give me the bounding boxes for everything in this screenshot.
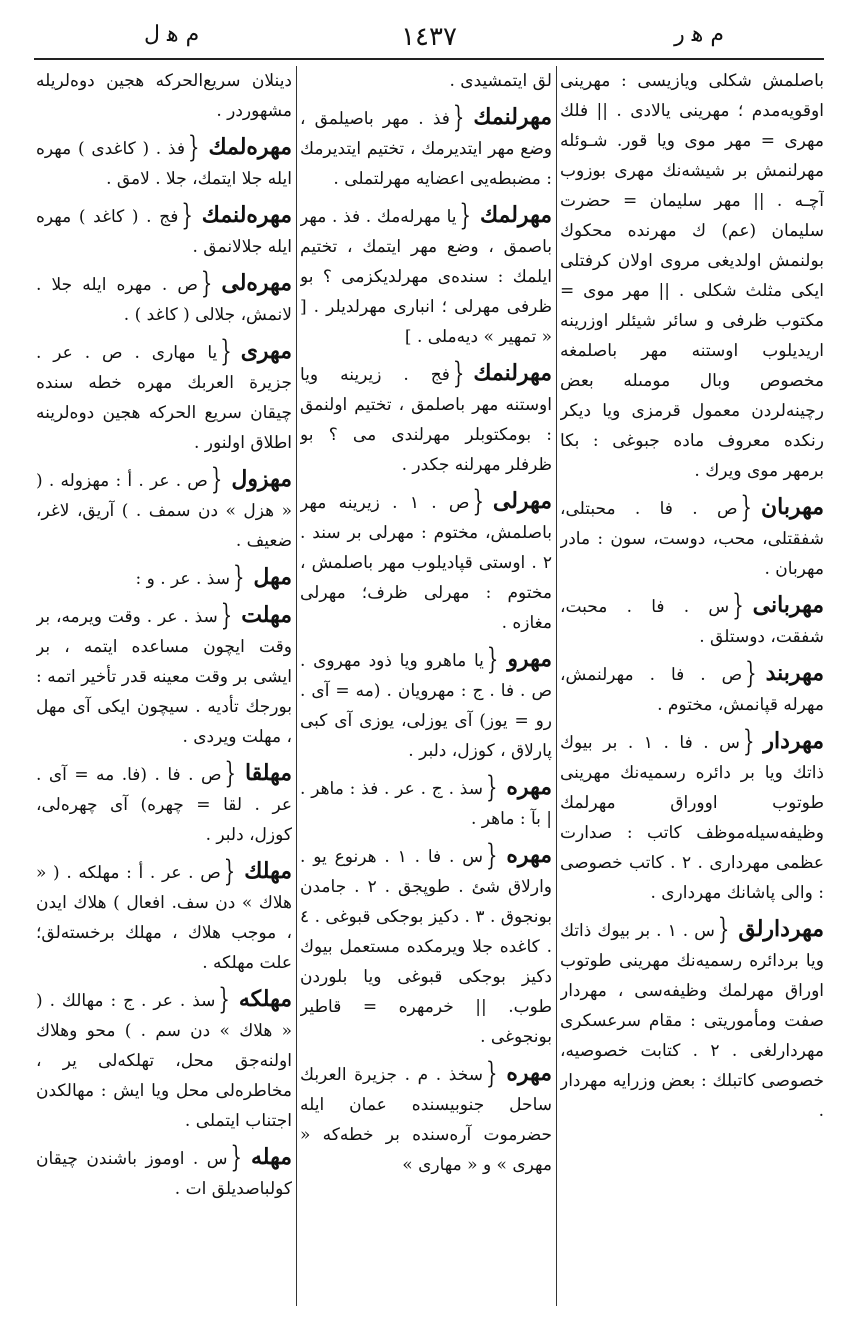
entry-headword: مهلك bbox=[244, 858, 292, 884]
entry-text: س . فا . ١ . بر بيوك ذاتك ويا بر دائره رسميه‌نك مهرينى طوتوب اووراق مهرلمك وظيفه‌سيله‌موظف كاتب : صدارت عظمى مهردارى . ٢ . كاتب خصوصى : والى پاشانك مهردارى . bbox=[560, 733, 824, 903]
page-number: ١٤٣٧ bbox=[401, 22, 457, 52]
brace-icon: { bbox=[485, 1057, 498, 1091]
dictionary-entry bbox=[560, 492, 824, 584]
column-divider bbox=[296, 66, 297, 1306]
brace-icon: { bbox=[452, 101, 465, 135]
entry-headword: مهزول bbox=[231, 466, 292, 492]
entry-text: س . ١ . بر بيوك ذاتك ويا بردائره رسميه‌نك مهرينى طوتوب اوراق مهرلمك وظيفه‌سى ، مهردار صفت ومأموريتى : مقام سرعسكرى مهردارلغى . ٢ . كتابت خصوصيه، خصوصى كاتبلك : بعض وزرايه مهردار . bbox=[560, 921, 824, 1121]
entry-headword: مهربند bbox=[765, 660, 824, 686]
entry-text: فج . ( كاغد ) مهره ايله جلالانمق . bbox=[36, 207, 292, 257]
dictionary-entry bbox=[36, 132, 292, 194]
entry-text: يا ماهرو ويا ذود مهروى . ص . فا . ج : مهرويان . (مه = آى . رو = يوز) آى يوزلى، يوزى آى كبى پارلاق ، كوزل، دلبر . bbox=[300, 651, 552, 761]
running-head-left: م ﻫ ل bbox=[144, 22, 200, 47]
entry-headword: مهلكه bbox=[238, 986, 292, 1012]
brace-icon: { bbox=[181, 199, 193, 233]
brace-icon: { bbox=[218, 983, 230, 1017]
dictionary-entry bbox=[300, 66, 552, 96]
entry-text: فذ . مهر باصيلمق ، وضع مهر ايتديرمك ، تختيم ايتديرمك : مضبطه‌يى اعضايه مهرلتملى . bbox=[300, 109, 552, 189]
brace-icon: { bbox=[224, 757, 236, 791]
brace-icon: { bbox=[459, 199, 471, 233]
entry-text: ص . ١ . زيرينه مهر باصلمش، مختوم : مهرلى بر سند . ٢ . اوستى قپاديلوب مهر باصلمش ، مختوم : مهرلى ظرف؛ مهرلى مغازه . bbox=[300, 493, 552, 633]
dictionary-entry bbox=[560, 590, 824, 652]
entry-text: ص . عر . أ : مهلكه . ( « هلاك » دن سف. افعال ) هلاك ايدن ، موجب هلاك ، مهلك برخسته‌لق؛ علت مهلكه . bbox=[36, 863, 292, 973]
dictionary-entry bbox=[300, 358, 552, 480]
entry-headword: مهره‌لنمك bbox=[201, 202, 292, 228]
dictionary-entry bbox=[560, 658, 824, 720]
dictionary-entry bbox=[300, 486, 552, 638]
entry-text: س . فا . محبت، شفقت، دوستلق . bbox=[560, 597, 824, 647]
dictionary-entry bbox=[36, 600, 292, 752]
brace-icon: { bbox=[485, 771, 498, 805]
brace-icon: { bbox=[232, 561, 245, 595]
entry-headword: مهل bbox=[253, 564, 292, 590]
dictionary-entry bbox=[560, 66, 824, 486]
entry-text: س . اوموز باشندن چيقان كولباصديلق ات . bbox=[36, 1149, 292, 1199]
entry-headword: مهره‌لمك bbox=[208, 134, 292, 160]
brace-icon: { bbox=[740, 491, 752, 525]
dictionary-entry bbox=[300, 200, 552, 352]
entry-headword: مهلت bbox=[241, 602, 292, 628]
entry-text: ص . مهره ايله جلا . لانمش، جلالى ( كاغد ) . bbox=[36, 275, 292, 325]
entry-text: يا مهارى . ص . عر . جزيرة العربك مهره خطه سنده چيقان سريع الحركه هجين دوه‌لرينه اطلاق اولنور . bbox=[36, 343, 292, 453]
entry-headword: مهره bbox=[506, 842, 552, 868]
brace-icon: { bbox=[187, 131, 200, 165]
brace-icon: { bbox=[452, 357, 465, 391]
header-rule bbox=[34, 58, 824, 60]
page-header bbox=[34, 18, 824, 58]
dictionary-entry bbox=[36, 268, 292, 330]
entry-headword: مهرو bbox=[507, 646, 552, 672]
column-divider bbox=[556, 66, 557, 1306]
column-middle bbox=[300, 66, 552, 1306]
entry-text: دينلان سريع‌الحركه هجين دوه‌لريله مشهوردر . bbox=[36, 71, 292, 121]
entry-headword: مهلقا bbox=[244, 760, 292, 786]
dictionary-entry bbox=[36, 200, 292, 262]
dictionary-entry bbox=[36, 464, 292, 556]
entry-text: فذ . ( كاغدى ) مهره ايله جلا ايتمك، جلا . لامق . bbox=[36, 139, 292, 189]
entry-text: باصلمش شكلى ويازيسى : مهرينى اوقويه‌مدم ؛ مهرينى يالادى . || فلك مهرى = مهر موى ويا قور. شـوئله مهرلنمش بر شيشه‌نك مهرى بوزوب آچـه . || مهر سليمان = حضرت سليمان (عم) ك مهرنده محكوك بولنمش اولديغى مروى اولان كرفتلى ايكى مثلث شكلى . || مهر موى = مكتوب ظرفى و سائر شيئلر اوزرينه اريديلوب اوستنه مهر باصلمغه مخصوص وبال مومىله بعض رچينه‌لردن معمول قرمزى ويا ديكر رنكده معروف ماده جبوغى : بكا برمهر موى ويرك . bbox=[560, 71, 824, 481]
column-left bbox=[36, 66, 292, 1306]
brace-icon: { bbox=[200, 267, 213, 301]
brace-icon: { bbox=[210, 463, 223, 497]
running-head-right: م ﻫ ر bbox=[674, 22, 724, 47]
entry-text: يا مهرله‌مك . فذ . مهر باصمق ، وضع مهر ايتمك ، تختيم ايلمك : سنده‌ى مهرلديكزمى ؟ بو ظرفى مهرلى ؛ انبارى مهرلديلر . [ « تمهير » ديه‌ملى . ] bbox=[300, 207, 552, 347]
dictionary-entry bbox=[300, 840, 552, 1052]
entry-headword: مهره‌لى bbox=[221, 270, 292, 296]
entry-headword: مهردار bbox=[763, 728, 824, 754]
entry-text: سذ . عر . ج : مهالك . ( « هلاك » دن سم . ) محو وهلاك اولنه‌جق محل، تهلكه‌لى ير ، مخاطره‌لى محل ويا ايش : مهالكدن اجتناب ايتملى . bbox=[36, 991, 292, 1131]
entry-text: سذ . ج . عر . فذ : ماهر . | بآ : ماهر . bbox=[300, 779, 552, 829]
brace-icon: { bbox=[230, 1141, 242, 1175]
entry-text: س . فا . ١ . هرنوع يو . وارلاق شئ . طوپجق . ٢ . جامدن بونجوق . ٣ . دكيز بوجكى قبوغى . ٤ . كاغده جلا ويرمكده مستعمل بيوك دكيز بوجكى قبوغى ويا بلوردن طوب. || خرمهره = قاطير بونجوغى . bbox=[300, 847, 552, 1047]
entry-headword: مهره bbox=[506, 1060, 552, 1086]
dictionary-entry bbox=[560, 914, 824, 1126]
entry-text: ص . عر . أ : مهزوله . ( « هزل » دن سمف . ) آريق، لاغر، ضعيف . bbox=[36, 471, 292, 551]
brace-icon: { bbox=[732, 589, 744, 623]
brace-icon: { bbox=[742, 725, 755, 759]
dictionary-entry bbox=[36, 758, 292, 850]
entry-text: ص . فا . محبتلى، شفقتلى، محب، دوست، سون : مادر مهربان . bbox=[560, 499, 824, 579]
dictionary-entry bbox=[300, 772, 552, 834]
entry-headword: مهرلنمك bbox=[473, 104, 552, 130]
entry-text: فج . زيرينه ويا اوستنه مهر باصلمق ، تختيم اولنمق : بومكتوبلر مهرلندى مى ؟ بو ظرفلر مهرلنه جكدر . bbox=[300, 365, 552, 475]
brace-icon: { bbox=[220, 599, 233, 633]
dictionary-entry bbox=[36, 66, 292, 126]
entry-text: ص . فا . (فا. مه = آى . عر . لقا = چهره) آى چهره‌لى، كوزل، دلبر . bbox=[36, 765, 292, 845]
brace-icon: { bbox=[220, 335, 232, 369]
entry-text: سذ . عر . و : bbox=[135, 569, 230, 589]
brace-icon: { bbox=[745, 657, 757, 691]
brace-icon: { bbox=[486, 643, 499, 677]
entry-text: ص . فا . مهرلنمش، مهرله قپانمش، مختوم . bbox=[560, 665, 824, 715]
brace-icon: { bbox=[472, 485, 484, 519]
entry-text: سخذ . م . جزيرة العربك ساحل جنوبيسنده عمان ايله حضرموت آره‌سنده بر خطه‌كه « مهرى » و « مهارى » bbox=[300, 1065, 552, 1175]
entry-headword: مهره bbox=[506, 774, 552, 800]
brace-icon: { bbox=[485, 839, 498, 873]
entry-headword: مهربانى bbox=[752, 592, 824, 618]
dictionary-entry bbox=[36, 984, 292, 1136]
entry-text: سذ . عر . وقت ويرمه، بر وقت ايچون مساعده ايتمه ، بر ايشى بر وقت معينه قدر تأخير اتمه : بورجك تأديه . سيچون ايكى آى مهل ، مهلت ويردى . bbox=[36, 607, 292, 747]
entry-headword: مهربان bbox=[760, 494, 824, 520]
dictionary-entry bbox=[560, 726, 824, 908]
dictionary-entry bbox=[300, 644, 552, 766]
entry-headword: مهرلمك bbox=[479, 202, 552, 228]
entry-headword: مهرلى bbox=[492, 488, 552, 514]
entry-headword: مهله bbox=[250, 1144, 292, 1170]
brace-icon: { bbox=[717, 913, 730, 947]
column-right bbox=[560, 66, 824, 1306]
dictionary-entry bbox=[36, 1142, 292, 1204]
dictionary-entry bbox=[36, 336, 292, 458]
dictionary-entry bbox=[300, 102, 552, 194]
entry-headword: مهرى bbox=[240, 338, 292, 364]
dictionary-entry bbox=[300, 1058, 552, 1180]
entry-text: لق ايتمشيدى . bbox=[449, 71, 552, 91]
entry-headword: مهردارلق bbox=[738, 916, 824, 942]
dictionary-entry bbox=[36, 562, 292, 594]
dictionary-entry bbox=[36, 856, 292, 978]
entry-headword: مهرلنمك bbox=[473, 360, 552, 386]
brace-icon: { bbox=[223, 855, 236, 889]
